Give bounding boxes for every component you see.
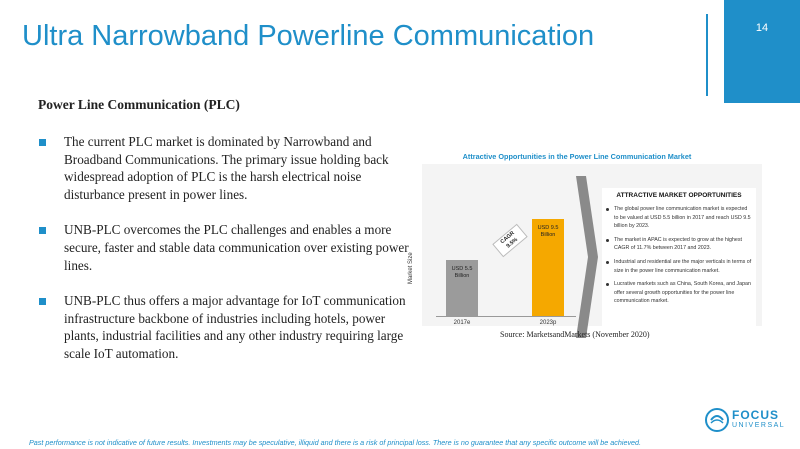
section-heading: Power Line Communication (PLC) [38,97,240,112]
bullet-item [38,133,418,203]
infographic-panel [408,164,762,326]
square-bullet-icon [39,298,46,305]
company-logo [704,405,794,435]
x-tick-label: 2023p [539,320,557,326]
opportunities-title: ATTRACTIVE MARKET OPPORTUNITIES [616,192,742,199]
source-citation: Source: MarketsandMarkets (November 2020) [500,330,650,339]
page-number: 14 [755,22,769,34]
focus-universal-logo-icon [704,407,730,433]
disclaimer-text: Past performance is not indicative of future results. Investments may be speculative, illiquid and there is a risk of principal loss. There is no guarantee that any specific outcome will be achieved. [29,438,642,447]
logo-wordmark-bottom: UNIVERSAL [732,422,786,429]
x-axis [436,316,576,317]
bullet-dot-icon [606,208,609,211]
page-number-panel [724,0,800,103]
bullet-item [38,292,418,362]
opportunity-item [602,258,756,275]
slide-title: Ultra Narrowband Powerline Communication [22,20,595,52]
bullet-list [38,133,418,381]
bullet-item [38,221,418,274]
y-axis-label: Market Size [408,252,414,284]
market-infographic [408,152,766,329]
bullet-text: The current PLC market is dominated by Narrowband and Broadband Communications. The primary issue holding back widespread adoption of PLC is the harsh electrical noise disturbance present in power lines. [64,134,389,202]
bullet-dot-icon [606,283,609,286]
bullet-dot-icon [606,261,609,264]
opportunity-item [602,280,756,306]
divider-line [706,14,708,96]
bar-value-label: USD 9.5 Billion [537,225,559,238]
opportunities-box [602,188,756,336]
cagr-annotation: CAGR 9.5% [492,224,527,258]
bullet-text: UNB-PLC overcomes the PLC challenges and enables a more secure, faster and stable data communication over existing power lines. [64,222,409,273]
opportunity-text: Lucrative markets such as China, South Korea, and Japan offer several growth opportunities for the power line communication market. [614,281,751,305]
square-bullet-icon [39,139,46,146]
bullet-text: UNB-PLC thus offers a major advantage for IoT communication infrastructure backbone of industries including hotels, power plants, industrial facilities and any other industry requiring large scale IoT automation. [64,293,406,361]
opportunity-item [602,205,756,231]
bar-value-label: USD 5.5 Billion [451,266,473,279]
opportunity-text: The market in APAC is expected to grow at the highest CAGR of 11.7% between 2017 and 2023. [614,236,742,252]
opportunity-text: The global power line communication market is expected to be valued at USD 5.5 billion in 2017 and reach USD 9.5 billion by 2023. [614,206,751,230]
opportunity-item [602,236,756,253]
infographic-title: Attractive Opportunities in the Power Line Communication Market [462,152,692,161]
bullet-dot-icon [606,239,609,242]
chevron-arrow-icon [576,176,598,338]
opportunity-text: Industrial and residential are the major verticals in terms of size in the power line communication market. [614,258,752,274]
square-bullet-icon [39,227,46,234]
logo-wordmark-top: FOCUS [732,408,779,422]
x-tick-label: 2017e [453,320,471,326]
